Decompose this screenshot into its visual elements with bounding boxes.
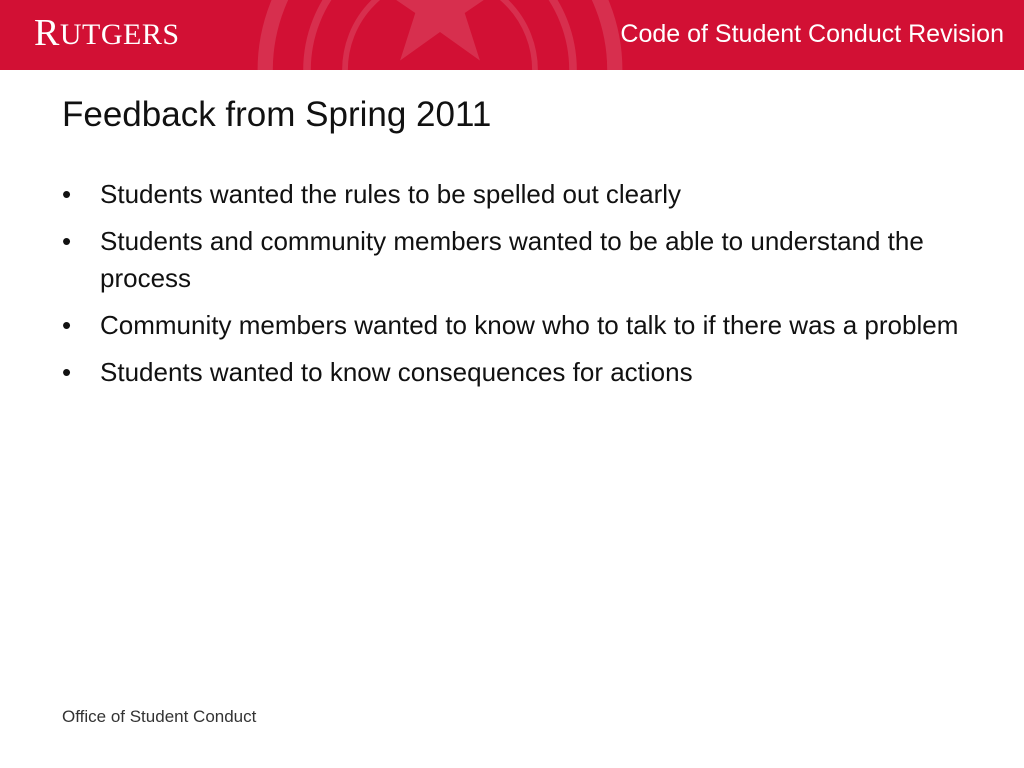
- bullet-dot-icon: •: [62, 310, 72, 340]
- rutgers-logo[interactable]: [34, 13, 180, 55]
- bullet-text: Community members wanted to know who to talk to if there was a problem: [100, 310, 959, 340]
- bullet-text: Students wanted the rules to be spelled out clearly: [100, 179, 682, 209]
- bullet-item: [62, 176, 962, 213]
- header-title: Code of Student Conduct Revision: [620, 20, 1004, 48]
- bullet-item: [62, 223, 962, 297]
- bullet-text: Students wanted to know consequences for actions: [100, 357, 693, 387]
- header-bar: [0, 0, 1024, 70]
- logo-rest: UTGERS: [59, 18, 180, 51]
- university-seal-watermark-icon: [250, 0, 630, 70]
- page-title: Feedback from Spring 2011: [62, 95, 492, 134]
- bullet-item: [62, 354, 962, 391]
- bullet-dot-icon: •: [62, 226, 72, 256]
- logo-initial: R: [34, 12, 60, 54]
- footer-text: Office of Student Conduct: [62, 707, 257, 726]
- bullet-text: Students and community members wanted to be able to understand the process: [100, 226, 924, 293]
- bullet-dot-icon: •: [62, 179, 72, 209]
- bullet-list: [62, 176, 962, 401]
- bullet-dot-icon: •: [62, 357, 72, 387]
- bullet-item: [62, 307, 962, 344]
